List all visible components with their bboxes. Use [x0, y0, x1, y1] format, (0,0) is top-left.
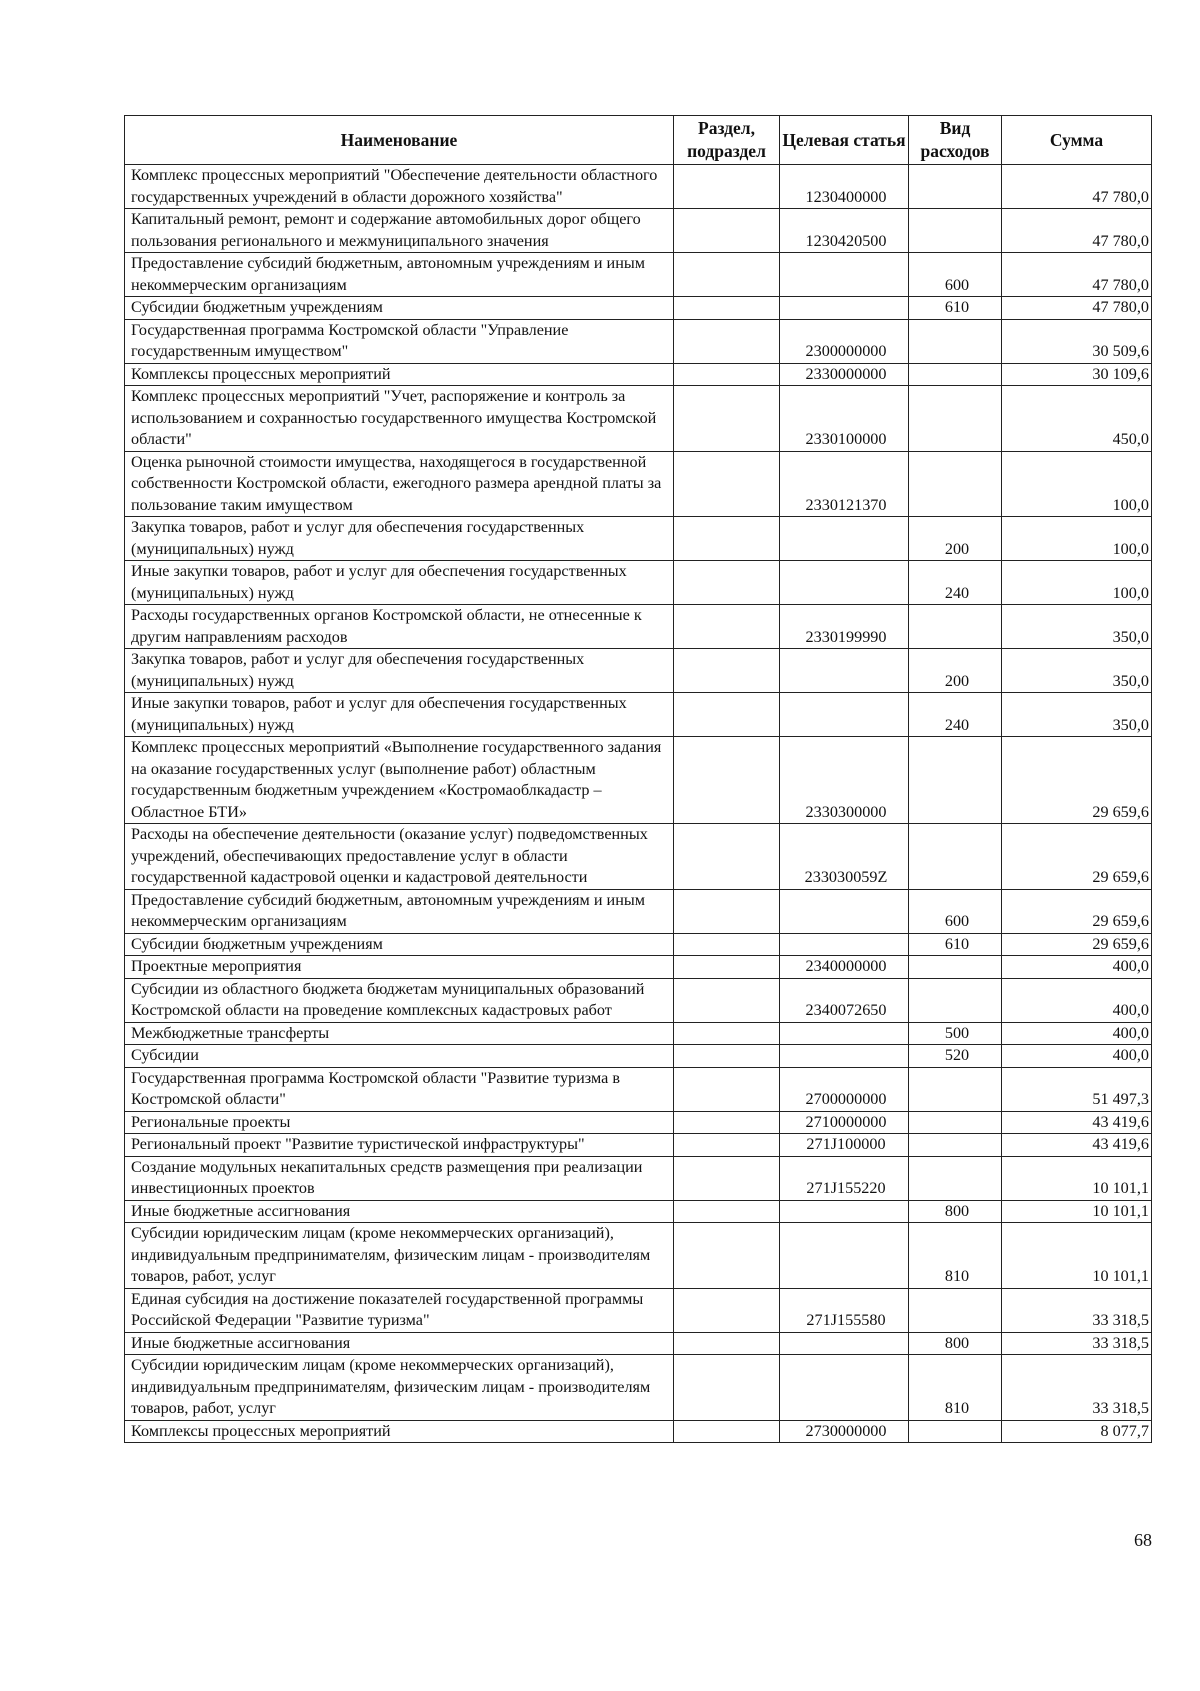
table-row — [125, 1022, 1152, 1045]
cell-type — [909, 978, 1002, 1022]
table-row — [125, 956, 1152, 979]
cell-target: 2330100000 — [780, 386, 909, 452]
cell-target: 1230420500 — [780, 209, 909, 253]
cell-section — [674, 561, 780, 605]
cell-sum: 350,0 — [1002, 605, 1152, 649]
cell-name: Комплексы процессных мероприятий — [125, 1420, 674, 1443]
cell-name: Государственная программа Костромской области "Развитие туризма в Костромской области" — [125, 1067, 674, 1111]
cell-sum: 100,0 — [1002, 517, 1152, 561]
table-row — [125, 561, 1152, 605]
cell-target: 2340072650 — [780, 978, 909, 1022]
cell-type: 240 — [909, 693, 1002, 737]
table-row — [125, 824, 1152, 890]
cell-type: 600 — [909, 889, 1002, 933]
cell-type: 810 — [909, 1355, 1002, 1421]
cell-sum: 350,0 — [1002, 649, 1152, 693]
table-row — [125, 1134, 1152, 1157]
cell-target: 2340000000 — [780, 956, 909, 979]
table-row — [125, 1332, 1152, 1355]
cell-sum: 29 659,6 — [1002, 824, 1152, 890]
cell-name: Расходы государственных органов Костромской области, не отнесенные к другим направлениям расходов — [125, 605, 674, 649]
cell-section — [674, 209, 780, 253]
table-row — [125, 1156, 1152, 1200]
cell-section — [674, 1022, 780, 1045]
header-type: Вид расходов — [909, 116, 1002, 165]
cell-section — [674, 693, 780, 737]
cell-target: 2330121370 — [780, 451, 909, 517]
cell-name: Комплекс процессных мероприятий «Выполнение государственного задания на оказание государственных услуг (выполнение работ) областным государственным бюджетным учреждением «Костромаоблкадастр – Областное БТИ» — [125, 737, 674, 824]
cell-sum: 450,0 — [1002, 386, 1152, 452]
cell-section — [674, 1288, 780, 1332]
table-row — [125, 1200, 1152, 1223]
cell-target — [780, 517, 909, 561]
cell-type — [909, 1420, 1002, 1443]
cell-target — [780, 1332, 909, 1355]
table-row — [125, 386, 1152, 452]
cell-section — [674, 386, 780, 452]
header-name: Наименование — [125, 116, 674, 165]
table-header-row — [125, 116, 1152, 165]
cell-name: Единая субсидия на достижение показателей государственной программы Российской Федерации "Развитие туризма" — [125, 1288, 674, 1332]
header-target: Целевая статья — [780, 116, 909, 165]
cell-sum: 30 109,6 — [1002, 363, 1152, 386]
cell-target — [780, 1022, 909, 1045]
cell-target: 271J155580 — [780, 1288, 909, 1332]
table-row — [125, 605, 1152, 649]
cell-sum: 30 509,6 — [1002, 319, 1152, 363]
table-row — [125, 363, 1152, 386]
cell-type — [909, 1111, 1002, 1134]
cell-name: Капитальный ремонт, ремонт и содержание автомобильных дорог общего пользования регионального и межмуниципального значения — [125, 209, 674, 253]
table-row — [125, 1288, 1152, 1332]
table-row — [125, 1045, 1152, 1068]
cell-sum: 43 419,6 — [1002, 1134, 1152, 1157]
cell-section — [674, 517, 780, 561]
cell-section — [674, 737, 780, 824]
cell-type: 520 — [909, 1045, 1002, 1068]
cell-sum: 10 101,1 — [1002, 1200, 1152, 1223]
cell-section — [674, 1420, 780, 1443]
cell-name: Закупка товаров, работ и услуг для обеспечения государственных (муниципальных) нужд — [125, 649, 674, 693]
cell-type — [909, 319, 1002, 363]
cell-section — [674, 1355, 780, 1421]
cell-type: 500 — [909, 1022, 1002, 1045]
cell-sum: 47 780,0 — [1002, 209, 1152, 253]
table-row — [125, 1355, 1152, 1421]
cell-target — [780, 693, 909, 737]
cell-section — [674, 319, 780, 363]
cell-name: Межбюджетные трансферты — [125, 1022, 674, 1045]
cell-sum: 33 318,5 — [1002, 1288, 1152, 1332]
cell-target — [780, 1355, 909, 1421]
cell-type — [909, 1288, 1002, 1332]
cell-sum: 400,0 — [1002, 978, 1152, 1022]
cell-name: Оценка рыночной стоимости имущества, находящегося в государственной собственности Костромской области, ежегодного размера арендной платы за пользование таким имуществом — [125, 451, 674, 517]
cell-sum: 29 659,6 — [1002, 933, 1152, 956]
cell-section — [674, 889, 780, 933]
cell-target: 233030059Z — [780, 824, 909, 890]
cell-name: Субсидии бюджетным учреждениям — [125, 933, 674, 956]
header-section: Раздел, подраздел — [674, 116, 780, 165]
cell-sum: 8 077,7 — [1002, 1420, 1152, 1443]
cell-target: 2710000000 — [780, 1111, 909, 1134]
cell-sum: 51 497,3 — [1002, 1067, 1152, 1111]
table-row — [125, 1223, 1152, 1289]
cell-name: Расходы на обеспечение деятельности (оказание услуг) подведомственных учреждений, обеспечивающих предоставление услуг в области государственной кадастровой оценки и кадастровой деятельности — [125, 824, 674, 890]
cell-target: 2730000000 — [780, 1420, 909, 1443]
cell-name: Предоставление субсидий бюджетным, автономным учреждениям и иным некоммерческим организациям — [125, 253, 674, 297]
header-sum: Сумма — [1002, 116, 1152, 165]
table-row — [125, 693, 1152, 737]
cell-type: 610 — [909, 297, 1002, 320]
cell-type: 800 — [909, 1332, 1002, 1355]
table-row — [125, 165, 1152, 209]
cell-sum: 33 318,5 — [1002, 1332, 1152, 1355]
cell-sum: 43 419,6 — [1002, 1111, 1152, 1134]
cell-section — [674, 1067, 780, 1111]
cell-section — [674, 1111, 780, 1134]
cell-name: Иные закупки товаров, работ и услуг для обеспечения государственных (муниципальных) нужд — [125, 693, 674, 737]
cell-sum: 350,0 — [1002, 693, 1152, 737]
cell-type — [909, 363, 1002, 386]
cell-type: 610 — [909, 933, 1002, 956]
cell-section — [674, 1045, 780, 1068]
cell-type: 200 — [909, 649, 1002, 693]
cell-sum: 33 318,5 — [1002, 1355, 1152, 1421]
cell-type — [909, 605, 1002, 649]
cell-sum: 47 780,0 — [1002, 165, 1152, 209]
cell-type: 800 — [909, 1200, 1002, 1223]
cell-name: Региональный проект "Развитие туристической инфраструктуры" — [125, 1134, 674, 1157]
cell-section — [674, 1200, 780, 1223]
cell-section — [674, 956, 780, 979]
cell-name: Субсидии из областного бюджета бюджетам муниципальных образований Костромской области на проведение комплексных кадастровых работ — [125, 978, 674, 1022]
cell-target — [780, 297, 909, 320]
table-row — [125, 209, 1152, 253]
cell-target — [780, 561, 909, 605]
cell-name: Субсидии юридическим лицам (кроме некоммерческих организаций), индивидуальным предпринимателям, физическим лицам - производителям товаров, работ, услуг — [125, 1355, 674, 1421]
cell-type — [909, 451, 1002, 517]
cell-target: 2700000000 — [780, 1067, 909, 1111]
cell-type: 810 — [909, 1223, 1002, 1289]
cell-sum: 400,0 — [1002, 956, 1152, 979]
table-body — [125, 165, 1152, 1443]
cell-name: Комплекс процессных мероприятий "Учет, распоряжение и контроль за использованием и сохранностью государственного имущества Костромской области" — [125, 386, 674, 452]
cell-section — [674, 605, 780, 649]
cell-section — [674, 363, 780, 386]
cell-name: Комплексы процессных мероприятий — [125, 363, 674, 386]
table-row — [125, 297, 1152, 320]
table-row — [125, 978, 1152, 1022]
page-number: 68 — [1134, 1530, 1152, 1550]
cell-target: 271J155220 — [780, 1156, 909, 1200]
table-row — [125, 889, 1152, 933]
cell-target: 271J100000 — [780, 1134, 909, 1157]
cell-type — [909, 1156, 1002, 1200]
cell-target: 2330000000 — [780, 363, 909, 386]
cell-target — [780, 1045, 909, 1068]
cell-name: Иные бюджетные ассигнования — [125, 1332, 674, 1355]
cell-name: Иные закупки товаров, работ и услуг для обеспечения государственных (муниципальных) нужд — [125, 561, 674, 605]
cell-target — [780, 1200, 909, 1223]
cell-target — [780, 933, 909, 956]
cell-sum: 400,0 — [1002, 1045, 1152, 1068]
cell-section — [674, 165, 780, 209]
cell-section — [674, 933, 780, 956]
cell-section — [674, 649, 780, 693]
table-row — [125, 1420, 1152, 1443]
cell-target: 1230400000 — [780, 165, 909, 209]
cell-sum: 29 659,6 — [1002, 889, 1152, 933]
budget-table — [124, 115, 1152, 1443]
cell-type — [909, 1067, 1002, 1111]
table-row — [125, 933, 1152, 956]
cell-name: Иные бюджетные ассигнования — [125, 1200, 674, 1223]
cell-target — [780, 889, 909, 933]
cell-section — [674, 1156, 780, 1200]
cell-sum: 10 101,1 — [1002, 1156, 1152, 1200]
cell-section — [674, 297, 780, 320]
table-row — [125, 737, 1152, 824]
cell-type — [909, 1134, 1002, 1157]
cell-name: Проектные мероприятия — [125, 956, 674, 979]
cell-target: 2330300000 — [780, 737, 909, 824]
table-row — [125, 253, 1152, 297]
cell-name: Государственная программа Костромской области "Управление государственным имуществом" — [125, 319, 674, 363]
table-row — [125, 319, 1152, 363]
cell-sum: 29 659,6 — [1002, 737, 1152, 824]
cell-sum: 10 101,1 — [1002, 1223, 1152, 1289]
cell-type — [909, 737, 1002, 824]
cell-type: 600 — [909, 253, 1002, 297]
cell-sum: 100,0 — [1002, 451, 1152, 517]
cell-sum: 400,0 — [1002, 1022, 1152, 1045]
cell-section — [674, 824, 780, 890]
cell-target: 2300000000 — [780, 319, 909, 363]
cell-section — [674, 978, 780, 1022]
cell-type — [909, 824, 1002, 890]
table-row — [125, 649, 1152, 693]
cell-target: 2330199990 — [780, 605, 909, 649]
cell-target — [780, 253, 909, 297]
table-row — [125, 451, 1152, 517]
cell-name: Субсидии юридическим лицам (кроме некоммерческих организаций), индивидуальным предпринимателям, физическим лицам - производителям товаров, работ, услуг — [125, 1223, 674, 1289]
cell-type: 200 — [909, 517, 1002, 561]
cell-type — [909, 956, 1002, 979]
cell-type — [909, 165, 1002, 209]
cell-name: Региональные проекты — [125, 1111, 674, 1134]
cell-name: Субсидии бюджетным учреждениям — [125, 297, 674, 320]
cell-type — [909, 209, 1002, 253]
cell-name: Субсидии — [125, 1045, 674, 1068]
cell-section — [674, 1223, 780, 1289]
cell-name: Комплекс процессных мероприятий "Обеспечение деятельности областного государственных учреждений в области дорожного хозяйства" — [125, 165, 674, 209]
cell-type — [909, 386, 1002, 452]
cell-target — [780, 1223, 909, 1289]
cell-section — [674, 1332, 780, 1355]
cell-name: Создание модульных некапитальных средств размещения при реализации инвестиционных проектов — [125, 1156, 674, 1200]
table-row — [125, 517, 1152, 561]
cell-sum: 100,0 — [1002, 561, 1152, 605]
cell-target — [780, 649, 909, 693]
cell-section — [674, 253, 780, 297]
table-row — [125, 1067, 1152, 1111]
cell-type: 240 — [909, 561, 1002, 605]
cell-sum: 47 780,0 — [1002, 253, 1152, 297]
cell-name: Закупка товаров, работ и услуг для обеспечения государственных (муниципальных) нужд — [125, 517, 674, 561]
cell-section — [674, 1134, 780, 1157]
cell-sum: 47 780,0 — [1002, 297, 1152, 320]
cell-section — [674, 451, 780, 517]
cell-name: Предоставление субсидий бюджетным, автономным учреждениям и иным некоммерческим организациям — [125, 889, 674, 933]
table-row — [125, 1111, 1152, 1134]
